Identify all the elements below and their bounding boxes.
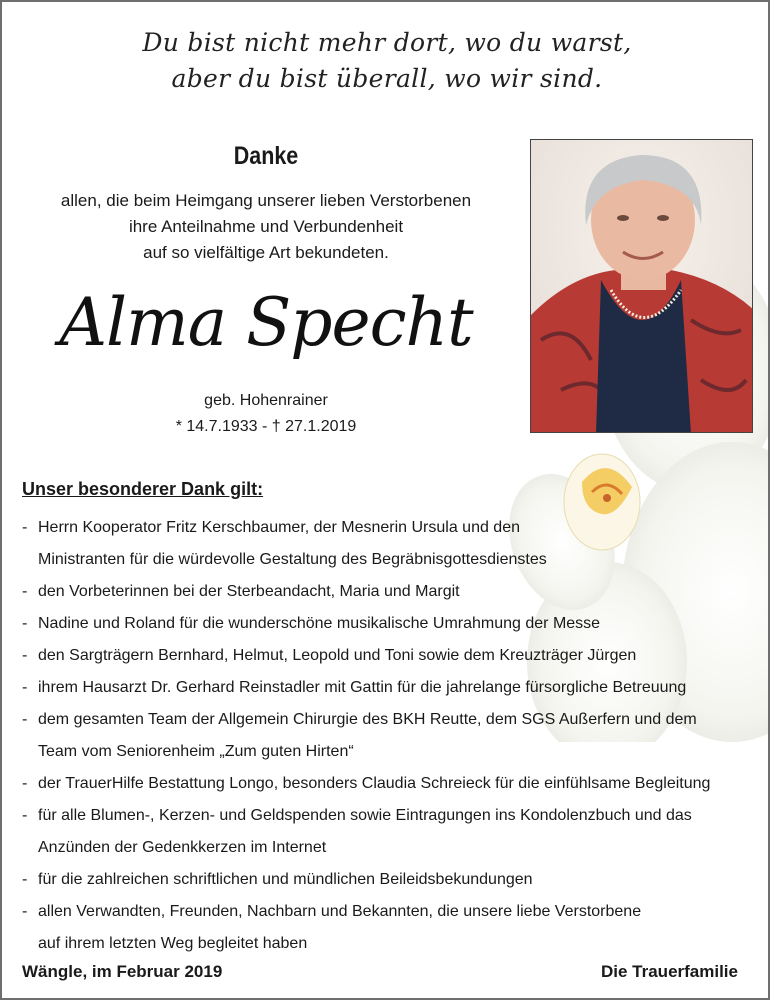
list-item: [22, 512, 757, 576]
list-dash: -: [22, 903, 28, 920]
list-item: [22, 896, 757, 960]
list-dash: -: [22, 871, 28, 888]
list-item: [22, 576, 757, 608]
signature: Die Trauerfamilie: [600, 962, 738, 981]
life-dates: * 14.7.1933 - † 27.1.2019: [175, 418, 357, 435]
list-dash: -: [22, 615, 28, 632]
maiden-name: geb. Hohenrainer: [204, 392, 328, 409]
list-dash: -: [22, 807, 28, 824]
place-and-date: Wängle, im Februar 2019: [22, 962, 223, 981]
thanks-title: Unser besonderer Dank gilt:: [22, 479, 264, 499]
list-item-text: allen Verwandten, Freunden, Nachbarn und Bekannten, die unsere liebe Verstorbene auf ihrem letzten Weg begleitet haben: [38, 903, 642, 952]
deceased-name: Alma Specht: [59, 284, 473, 361]
portrait-photo: [530, 139, 753, 433]
list-item-text: dem gesamten Team der Allgemein Chirurgie des BKH Reutte, dem SGS Außerfern und dem Team vom Seniorenheim „Zum guten Hirten“: [38, 711, 697, 760]
list-item: [22, 608, 757, 640]
list-dash: -: [22, 775, 28, 792]
list-item-text: der TrauerHilfe Bestattung Longo, besonders Claudia Schreieck für die einfühlsame Begleitung: [38, 775, 711, 792]
list-item-text: für alle Blumen-, Kerzen- und Geldspenden sowie Eintragungen ins Kondolenzbuch und das Anzünden der Gedenkkerzen im Internet: [38, 807, 692, 856]
heading: Danke: [233, 142, 299, 170]
list-dash: -: [22, 711, 28, 728]
list-dash: -: [22, 679, 28, 696]
list-item-text: Herrn Kooperator Fritz Kerschbaumer, der Mesnerin Ursula und den Ministranten für die würdevolle Gestaltung des Begräbnisgottesdienstes: [38, 519, 547, 568]
list-item: [22, 672, 757, 704]
list-item: [22, 704, 757, 768]
list-item-text: für die zahlreichen schriftlichen und mündlichen Beileidsbekundungen: [38, 871, 533, 888]
quote-line-1: Du bist nicht mehr dort, wo du warst,: [142, 28, 632, 57]
list-item: [22, 864, 757, 896]
intro-line-2: ihre Anteilnahme und Verbundenheit: [128, 217, 404, 236]
list-item-text: den Vorbeterinnen bei der Sterbeandacht, Maria und Margit: [38, 583, 460, 600]
intro-line-3: auf so vielfältige Art bekundeten.: [143, 243, 389, 262]
list-item: [22, 800, 757, 864]
list-item-text: den Sargträgern Bernhard, Helmut, Leopold und Toni sowie dem Kreuzträger Jürgen: [38, 647, 637, 664]
list-item-text: Nadine und Roland für die wunderschöne musikalische Umrahmung der Messe: [38, 615, 601, 632]
list-item-text: ihrem Hausarzt Dr. Gerhard Reinstadler mit Gattin für die jahrelange fürsorgliche Betreuung: [38, 679, 687, 696]
list-item: [22, 768, 757, 800]
thanks-list: [22, 512, 757, 960]
list-dash: -: [22, 647, 28, 664]
quote-line-2: aber du bist überall, wo wir sind.: [171, 64, 603, 93]
list-dash: -: [22, 519, 28, 536]
list-item: [22, 640, 757, 672]
intro-line-1: allen, die beim Heimgang unserer lieben Verstorbenen: [60, 191, 472, 210]
list-dash: -: [22, 583, 28, 600]
